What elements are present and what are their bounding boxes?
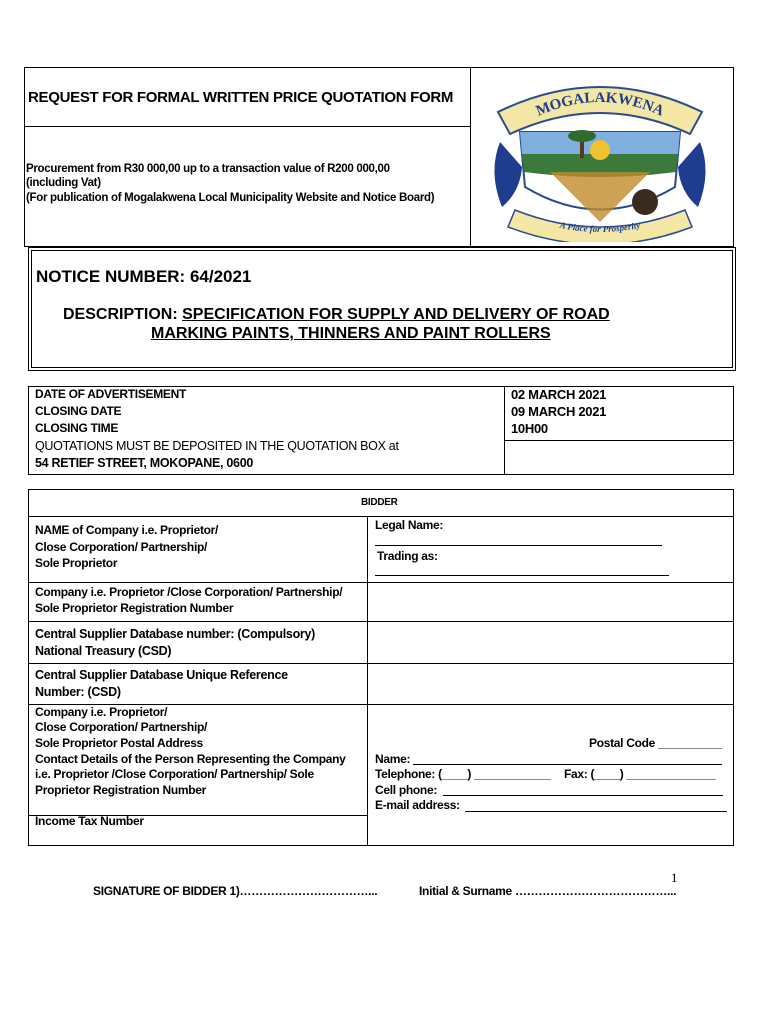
notice-number: NOTICE NUMBER: 64/2021 [36, 267, 252, 286]
description-line-1: SPECIFICATION FOR SUPPLY AND DELIVERY OF ROAD [182, 306, 610, 323]
procurement-line-1: Procurement from R30 000,00 up to a transaction value of R200 000,00 [26, 163, 390, 175]
logo-motto: A Place for Prosperity [558, 219, 642, 235]
closing-date-label: CLOSING DATE [35, 404, 122, 418]
contact-name-label: Name: [375, 752, 411, 766]
postal-code-field[interactable]: Postal Code __________ [589, 736, 722, 750]
csd-number-label-1: Central Supplier Database number: (Compulsory) [35, 627, 315, 641]
csd-ref-label-1: Central Supplier Database Unique Reference [35, 668, 288, 682]
income-tax-label: Income Tax Number [35, 814, 144, 828]
initial-surname-line[interactable]: Initial & Surname …………………………………... [419, 884, 677, 898]
postal-label-1: Company i.e. Proprietor/ [35, 705, 168, 719]
email-field[interactable] [465, 811, 727, 812]
contact-label-1: Contact Details of the Person Representing the Company [35, 752, 346, 766]
contact-name-field[interactable] [413, 764, 722, 765]
trading-as-label: Trading as: [377, 549, 438, 563]
deposit-address: 54 RETIEF STREET, MOKOPANE, 0600 [35, 456, 254, 470]
postal-label-3: Sole Proprietor Postal Address [35, 736, 203, 750]
advert-date-label: DATE OF ADVERTISEMENT [35, 387, 187, 401]
registration-label-1: Company i.e. Proprietor /Close Corporation/ Partnership/ [35, 585, 343, 599]
email-label: E-mail address: [375, 798, 460, 812]
contact-label-2: i.e. Proprietor /Close Corporation/ Partnership/ Sole [35, 767, 314, 781]
registration-label-2: Sole Proprietor Registration Number [35, 601, 234, 615]
page-number: 1 [671, 870, 678, 885]
procurement-line-2: (including Vat) [26, 177, 101, 189]
csd-ref-label-2: Number: (CSD) [35, 685, 121, 699]
fax-field[interactable]: Fax: (____) ______________ [564, 767, 716, 781]
company-name-label-1: NAME of Company i.e. Proprietor/ [35, 523, 219, 537]
csd-number-label-2: National Treasury (CSD) [35, 644, 172, 658]
postal-label-2: Close Corporation/ Partnership/ [35, 720, 208, 734]
company-name-label-2: Close Corporation/ Partnership/ [35, 540, 208, 554]
description [63, 306, 610, 324]
form-title: REQUEST FOR FORMAL WRITTEN PRICE QUOTATION FORM [28, 89, 454, 106]
advert-date-value: 02 MARCH 2021 [511, 387, 607, 402]
legal-name-label: Legal Name: [375, 518, 444, 532]
trading-as-field[interactable] [375, 575, 669, 576]
company-name-label-3: Sole Proprietor [35, 556, 118, 570]
contact-label-3: Proprietor Registration Number [35, 783, 207, 797]
procurement-line-3: (For publication of Mogalakwena Local Municipality Website and Notice Board) [26, 192, 435, 204]
logo-text-top: MOGALAKWENA [533, 90, 667, 120]
deposit-line-1: QUOTATIONS MUST BE DEPOSITED IN THE QUOTATION BOX at [35, 439, 399, 453]
telephone-field[interactable]: Telephone: (____) ____________ [375, 767, 551, 781]
bidder-heading: BIDDER [361, 497, 398, 508]
closing-date-value: 09 MARCH 2021 [511, 404, 607, 419]
cell-phone-label: Cell phone: [375, 783, 438, 797]
municipality-logo [480, 72, 720, 242]
description-label: DESCRIPTION: [63, 306, 183, 323]
closing-time-label: CLOSING TIME [35, 421, 119, 435]
description-line-2: MARKING PAINTS, THINNERS AND PAINT ROLLERS [151, 325, 551, 342]
closing-time-value: 10H00 [511, 421, 548, 436]
cell-phone-field[interactable] [443, 795, 723, 796]
legal-name-field[interactable] [375, 545, 662, 546]
bidder-signature-line[interactable]: SIGNATURE OF BIDDER 1)……………………………... [93, 884, 378, 898]
